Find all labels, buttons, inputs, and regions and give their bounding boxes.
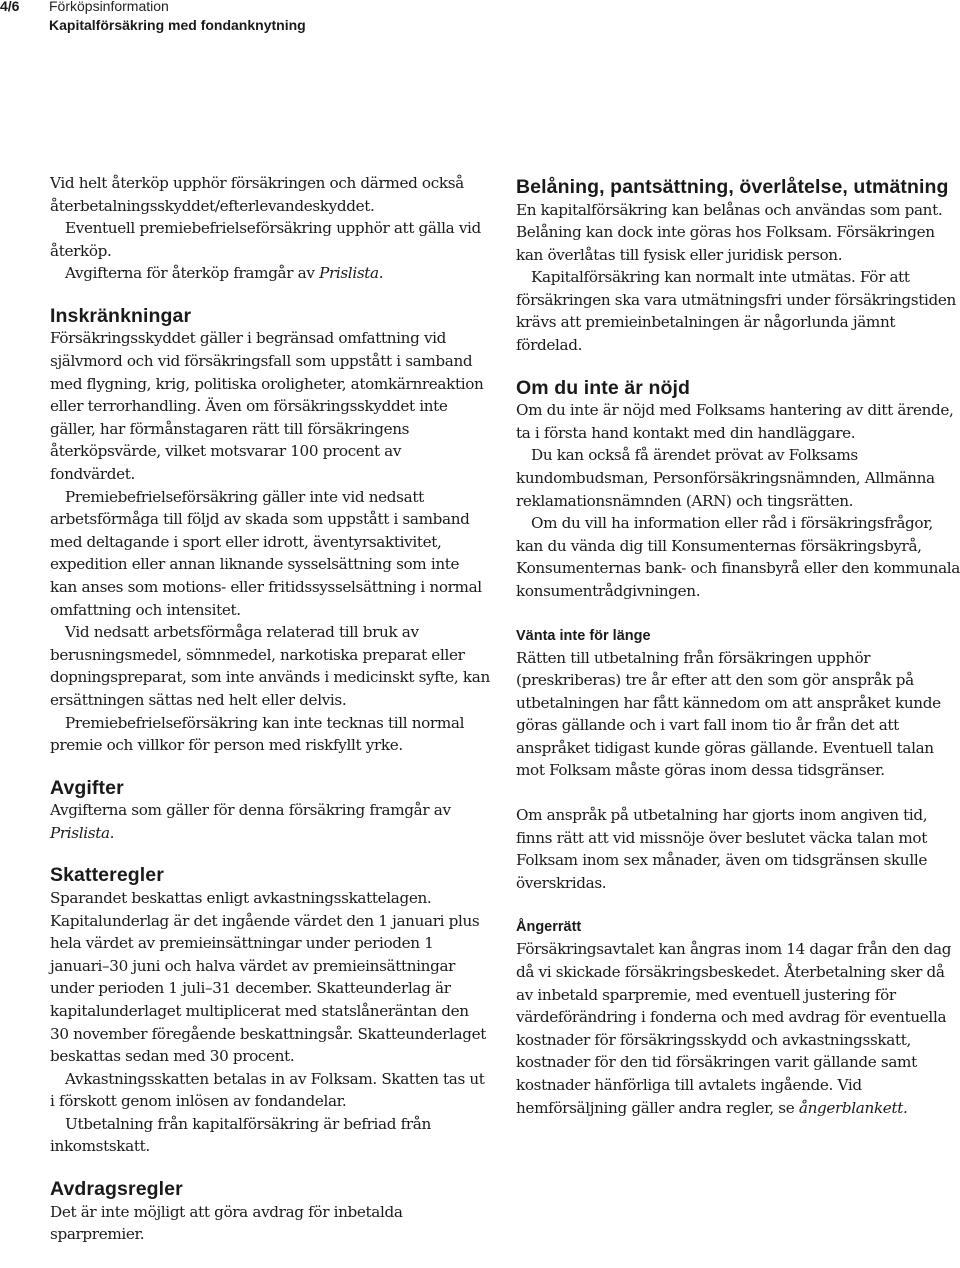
deductions-heading: Avdragsregler [50, 1178, 183, 1201]
section-complaints [516, 377, 960, 603]
tax-paragraph-3: Utbetalning från kapitalförsäkring är befriad från inkomstskatt. [50, 1114, 431, 1156]
section-wait [516, 625, 960, 895]
tax-paragraph-1: Sparandet beskattas enligt avkastningsskattelagen. Kapitalunderlag är det ingående värdet den 1 januari plus hela värdet av premieinsättningar under perioden 1 januari–30 juni och halva värdet av premieinsättningar under perioden 1 juli–31 december. Skatteunderlag är kapitalunderlaget multiplicerat med statslåneräntan den 30 november föregående beskattningsår. Skatteunderlaget beskattas sedan med 30 procent. [50, 888, 487, 1066]
document-category: Förköpsinformation [49, 0, 169, 14]
fees-heading: Avgifter [50, 776, 124, 799]
regret-form-reference: ångerblankett. [798, 1098, 908, 1117]
section-pledge [516, 176, 960, 357]
restrictions-paragraph-4: Premiebefrielseförsäkring kan inte tecknas till normal premie och villkor för person med riskfyllt yrke. [50, 713, 465, 755]
tax-paragraph-2: Avkastningsskatten betalas in av Folksam. Skatten tas ut i förskott genom inlösen av fondandelar. [50, 1069, 485, 1111]
complaints-paragraph-1: Om du inte är nöjd med Folksams hantering av ditt ärende, ta i första hand kontakt med din handläggare. [516, 401, 954, 442]
wait-heading: Vänta inte för länge [516, 627, 651, 644]
regret-paragraph [516, 938, 960, 1119]
restrictions-paragraph-1: Försäkringsskyddet gäller i begränsad omfattning vid självmord och vid försäkringsfall som uppstått i samband med flygning, krig, politiska oroligheter, atomkärnreaktion eller terrorhandling. Även om försäkringsskyddet inte gäller, har förmånstagaren rätt till försäkringens återköpsvärde, vilket motsvarar 100 procent av fondvärdet. [50, 329, 484, 484]
regret-heading: Ångerrätt [516, 919, 582, 936]
intro-paragraph-3 [50, 262, 490, 285]
pledge-paragraph-2: Kapitalförsäkring kan normalt inte utmätas. För att försäkringen ska vara utmätningsfri under försäkringstiden krävs att premieinbetalningen är någorlunda jämnt fördelad. [516, 268, 956, 355]
page-header [0, 0, 960, 40]
fees-paragraph-text: Avgifterna som gäller för denna försäkring framgår av [50, 801, 451, 820]
left-column [50, 172, 490, 1246]
complaints-paragraph-2: Du kan också få ärendet prövat av Folksams kundombudsman, Personförsäkringsnämnden, Allmänna reklamationsnämnden (ARN) och tingsrätten. [516, 446, 935, 510]
section-regret [516, 916, 960, 1119]
wait-paragraph-2: Om anspråk på utbetalning har gjorts inom angiven tid, finns rätt att vid missnöje över beslutet väcka talan mot Folksam inom sex månader, även om tidsgränsen skulle överskridas. [516, 806, 928, 892]
deductions-paragraph: Det är inte möjligt att göra avdrag för inbetalda sparpremier. [50, 1202, 403, 1244]
section-intro [50, 172, 490, 285]
pledge-heading: Belåning, pantsättning, överlåtelse, utmätning [516, 176, 949, 198]
section-restrictions [50, 305, 490, 757]
wait-paragraph-1: Rätten till utbetalning från försäkringen upphör (preskriberas) tre år efter att den som gör anspråk på utbetalningen har fått kännedom om att anspråket kunde göras gällande och i vart fall inom tio år från det att anspråket tidigast kunde göras gällande. Eventuell talan mot Folksam måste göras inom dessa tidsgränser. [516, 648, 941, 780]
pledge-paragraph-1: En kapitalförsäkring kan belånas och användas som pant. Belåning kan dock inte göras hos Folksam. Försäkringen kan överlåtas till fysisk eller juridisk person. [516, 200, 943, 264]
section-fees [50, 777, 490, 845]
right-column [516, 176, 960, 1119]
section-tax [50, 864, 490, 1158]
intro-paragraph-2: Eventuell premiebefrielseförsäkring upphör att gälla vid återköp. [50, 219, 481, 260]
page-number: 4/6 [0, 0, 20, 14]
document-title: Kapitalförsäkring med fondanknytning [49, 17, 306, 33]
restrictions-paragraph-3: Vid nedsatt arbetsförmåga relaterad till bruk av berusningsmedel, sömnmedel, narkotiska preparat eller dopningspreparat, som inte används i medicinskt syfte, kan ersättningen sättas ned helt eller delvis. [50, 623, 490, 709]
section-deductions [50, 1178, 490, 1246]
complaints-paragraph-3: Om du vill ha information eller råd i försäkringsfrågor, kan du vända dig till Konsumenternas försäkringsbyrå, Konsumenternas bank- och finansbyrå eller den kommunala konsumentrådgivningen. [516, 514, 960, 600]
intro-paragraph-3-text: Avgifterna för återköp framgår av [65, 264, 320, 283]
tax-heading: Skatteregler [50, 864, 164, 887]
complaints-heading: Om du inte är nöjd [516, 376, 691, 399]
intro-paragraph-1: Vid helt återköp upphör försäkringen och därmed också återbetalningsskyddet/efterlevandeskyddet. [50, 174, 464, 215]
pricelist-reference: Prislista. [319, 264, 384, 283]
pricelist-reference: Prislista. [50, 823, 115, 842]
regret-paragraph-text: Försäkringsavtalet kan ångras inom 14 dagar från den dag då vi skickade försäkringsbeskedet. Återbetalning sker då av inbetald sparpremie, med eventuell justering för värdeförändring i fonderna och med avdrag för eventuella kostnader för försäkringsskydd och avkastningsskatt, kostnader för den tid försäkringen varit gällande samt kostnader hänförliga till avtalets ingående. Vid hemförsäljning gäller andra regler, se [516, 940, 952, 1117]
fees-paragraph [50, 799, 490, 844]
restrictions-heading: Inskränkningar [50, 304, 192, 327]
restrictions-paragraph-2: Premiebefrielseförsäkring gäller inte vid nedsatt arbetsförmåga till följd av skada som uppstått i samband med deltagande i sport eller idrott, äventyrsaktivitet, expedition eller annan liknande sysselsättning som inte kan anses som motions- eller fritidssysselsättning i normal omfattning och intensitet. [50, 487, 482, 619]
